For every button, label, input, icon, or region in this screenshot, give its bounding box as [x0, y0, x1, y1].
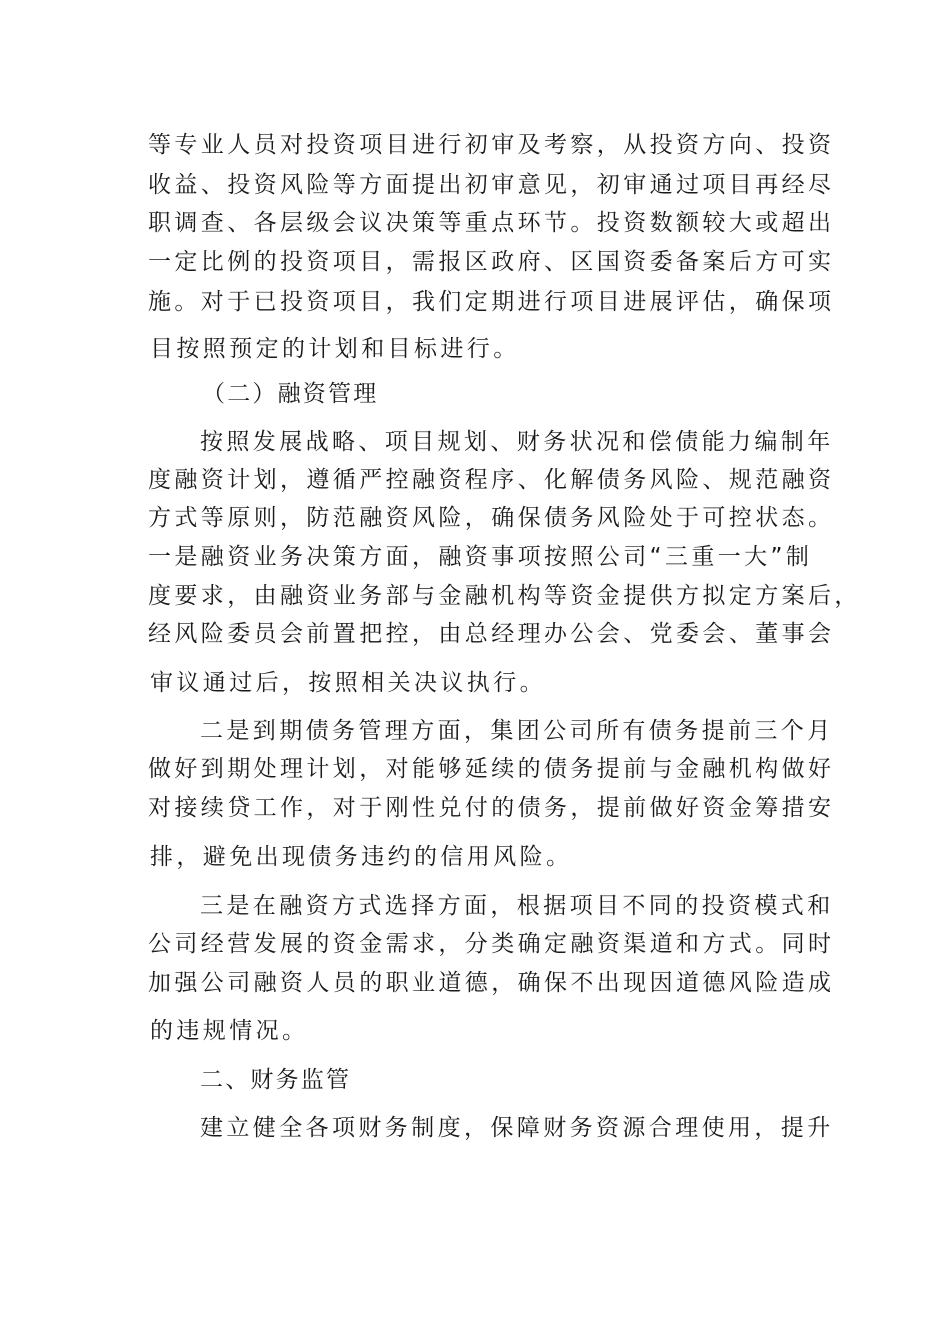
- section-heading-financing: （二）融资管理: [202, 381, 379, 407]
- text-line: 方式等原则，防范融资风险，确保债务风险处于可控状态。: [148, 505, 835, 531]
- text-line: 度要求，由融资业务部与金融机构等资金提供方拟定方案后，: [148, 583, 861, 609]
- text-line: 三是在融资方式选择方面，根据项目不同的投资模式和: [200, 893, 834, 919]
- text-line: 审议通过后，按照相关决议执行。: [150, 670, 546, 696]
- text-line: 建立健全各项财务制度，保障财务资源合理使用，提升: [200, 1115, 834, 1141]
- text-line: 施。对于已投资项目，我们定期进行项目进展评估，确保项: [148, 289, 835, 315]
- text-line: 排，避免出现债务违约的信用风险。: [150, 844, 573, 870]
- text-line: 职调查、各层级会议决策等重点环节。投资数额较大或超出: [148, 210, 835, 236]
- text-line: 一是融资业务决策方面，融资事项按照公司“三重一大”制: [148, 544, 813, 570]
- text-line: 经风险委员会前置把控，由总经理办公会、党委会、董事会: [148, 621, 835, 647]
- text-line: 做好到期处理计划，对能够延续的债务提前与金融机构做好: [148, 756, 835, 782]
- text-line: 对接续贷工作，对于刚性兑付的债务，提前做好资金筹措安: [148, 795, 835, 821]
- text-line: 二是到期债务管理方面，集团公司所有债务提前三个月: [200, 718, 834, 744]
- text-line: 收益、投资风险等方面提出初审意见，初审通过项目再经尽: [148, 172, 835, 198]
- text-line: 的违规情况。: [150, 1018, 309, 1044]
- text-line: 目按照预定的计划和目标进行。: [150, 336, 520, 362]
- text-line: 加强公司融资人员的职业道德，确保不出现因道德风险造成: [148, 970, 835, 996]
- text-line: 度融资计划，遵循严控融资程序、化解债务风险、规范融资: [148, 467, 835, 493]
- section-heading-finance-supervision: 二、财务监管: [200, 1067, 352, 1093]
- text-line: 一定比例的投资项目，需报区政府、区国资委备案后方可实: [148, 249, 835, 275]
- text-line: 等专业人员对投资项目进行初审及考察，从投资方向、投资: [148, 132, 835, 158]
- text-line: 按照发展战略、项目规划、财务状况和偿债能力编制年: [200, 429, 834, 455]
- text-line: 公司经营发展的资金需求，分类确定融资渠道和方式。同时: [148, 931, 835, 957]
